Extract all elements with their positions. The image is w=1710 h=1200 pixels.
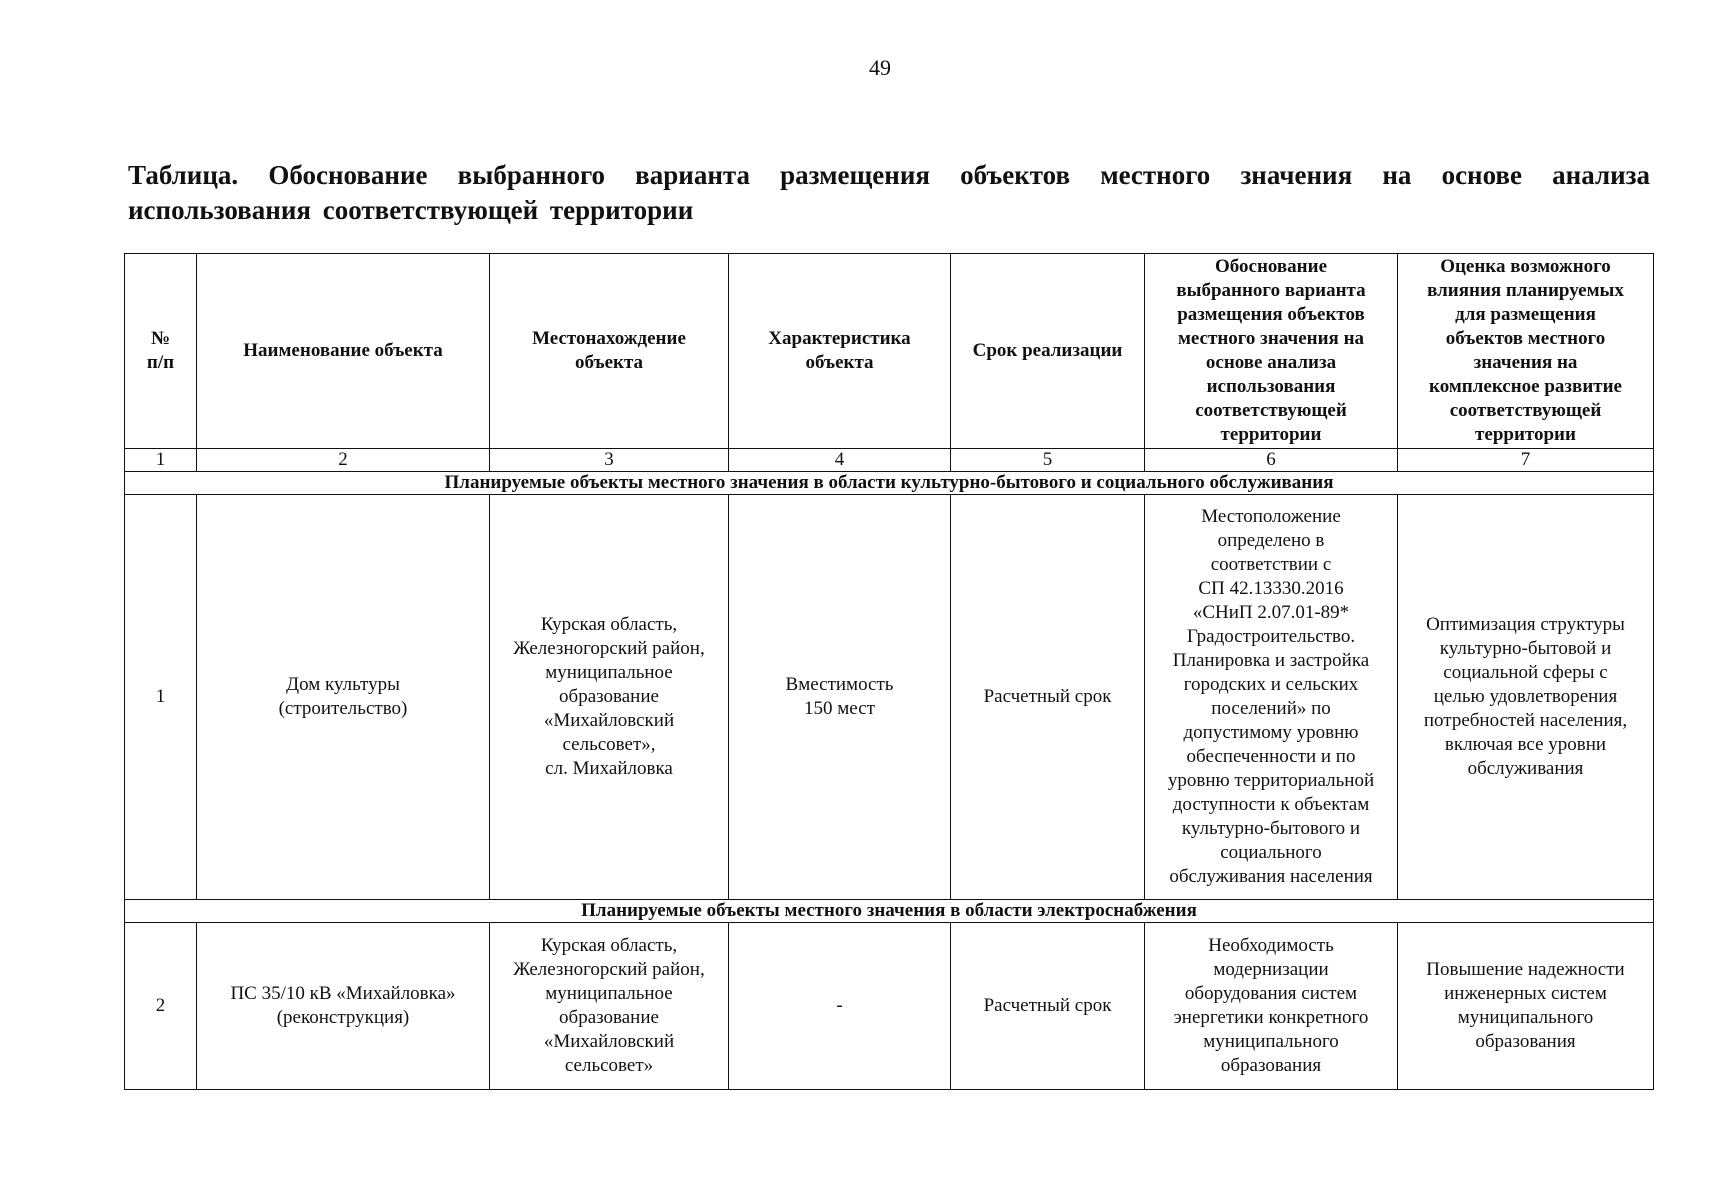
justification-table [124,253,1654,1090]
table-title: Таблица. Обоснование выбранного варианта размещения объектов местного значения на основе анализа использования соответствующей территории [128,160,1650,225]
column-number: 4 [729,449,951,472]
header-impact: Оценка возможного влияния планируемых для размещения объектов местного значения на комплексное развитие соответствующей территории [1398,254,1654,449]
section-title: Планируемые объекты местного значения в области электроснабжения [125,900,1654,923]
row-justification: Местоположение определено в соответствии с СП 42.13330.2016 «СНиП 2.07.01-89* Градостроительство. Планировка и застройка городских и сельских поселений» по допустимому уровню обеспеченности и по уровню территориальной доступности к объектам культурно-бытового и социального обслуживания населения [1145,495,1398,900]
section-row-cultural [125,472,1654,495]
row-impact: Повышение надежности инженерных систем муниципального образования [1398,923,1654,1090]
header-characteristic: Характеристика объекта [729,254,951,449]
row-justification: Необходимость модернизации оборудования систем энергетики конкретного муниципального образования [1145,923,1398,1090]
header-justification: Обоснование выбранного варианта размещения объектов местного значения на основе анализа использования соответствующей территории [1145,254,1398,449]
row-name: Дом культуры (строительство) [197,495,490,900]
row-impact: Оптимизация структуры культурно-бытовой и социальной сферы с целью удовлетворения потребностей населения, включая все уровни обслуживания [1398,495,1654,900]
header-name: Наименование объекта [197,254,490,449]
table-row [125,495,1654,900]
column-number: 5 [951,449,1145,472]
section-title: Планируемые объекты местного значения в области культурно-бытового и социального обслуживания [125,472,1654,495]
header-num: № п/п [125,254,197,449]
column-number: 3 [490,449,729,472]
table-row [125,923,1654,1090]
row-location: Курская область, Железногорский район, муниципальное образование «Михайловский сельсовет», сл. Михайловка [490,495,729,900]
section-row-power [125,900,1654,923]
row-characteristic: Вместимость 150 мест [729,495,951,900]
row-name: ПС 35/10 кВ «Михайловка» (реконструкция) [197,923,490,1090]
row-num: 2 [125,923,197,1090]
page-number: 49 [869,55,891,80]
row-location: Курская область, Железногорский район, муниципальное образование «Михайловский сельсовет» [490,923,729,1090]
column-number: 6 [1145,449,1398,472]
header-location: Местонахождение объекта [490,254,729,449]
column-number: 2 [197,449,490,472]
row-term: Расчетный срок [951,923,1145,1090]
column-number: 1 [125,449,197,472]
row-num: 1 [125,495,197,900]
column-number-row [125,449,1654,472]
column-number: 7 [1398,449,1654,472]
header-row [125,254,1654,449]
header-term: Срок реализации [951,254,1145,449]
row-term: Расчетный срок [951,495,1145,900]
row-characteristic: - [729,923,951,1090]
